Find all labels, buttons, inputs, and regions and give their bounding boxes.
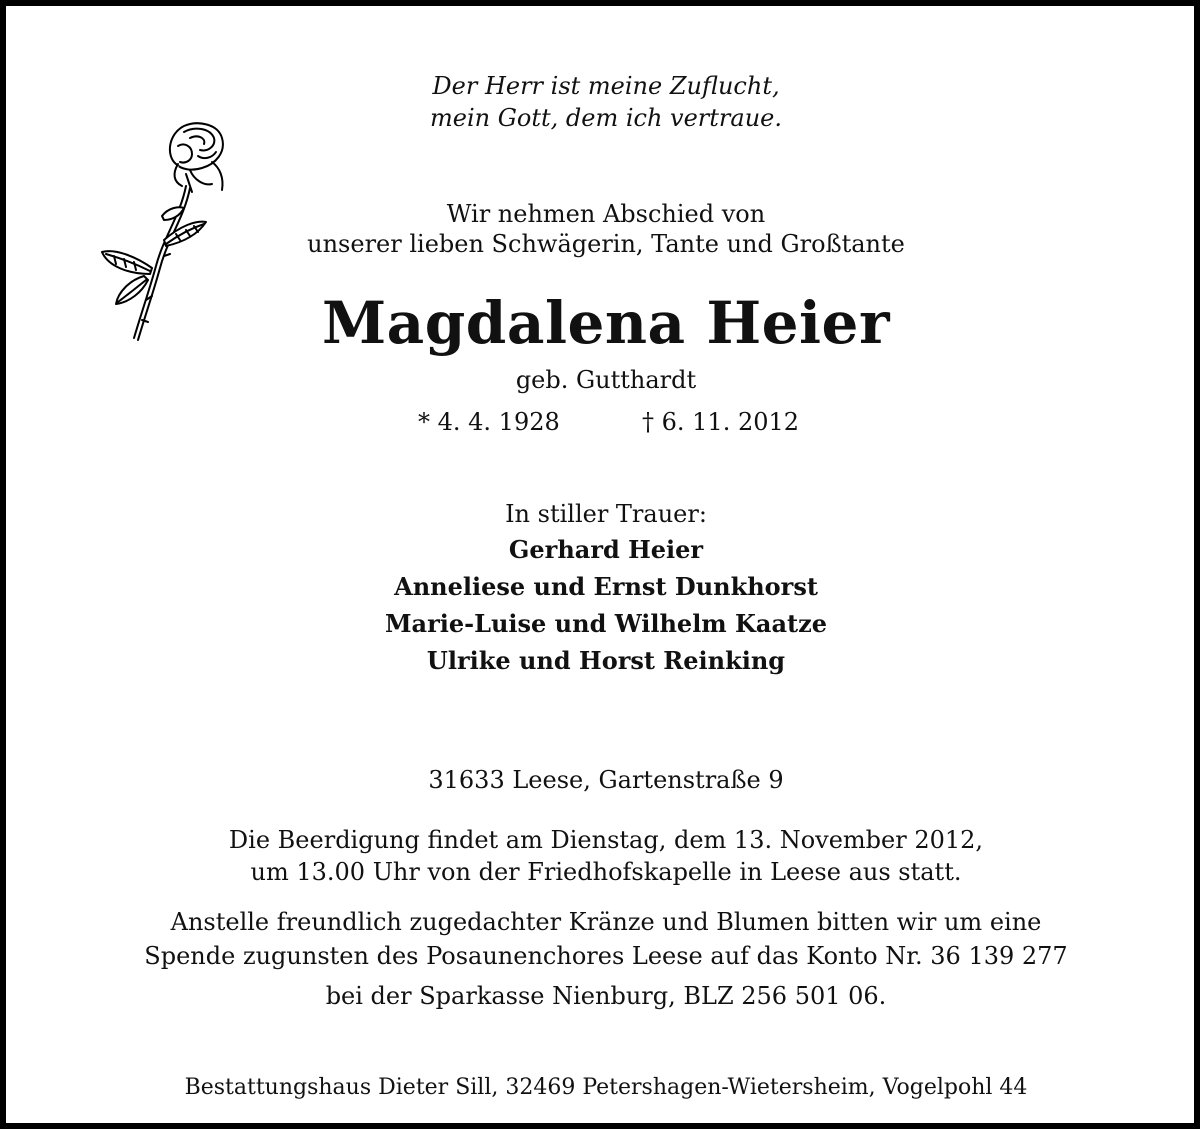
death-date: † 6. 11. 2012 [642, 408, 800, 436]
birth-date: * 4. 4. 1928 [418, 408, 560, 436]
funeral-line-2: um 13.00 Uhr von der Friedhofskapelle in Leese aus statt. [250, 858, 962, 886]
mourners-heading: In stiller Trauer: [505, 500, 707, 528]
mourner-name: Marie-Luise und Wilhelm Kaatze [384, 609, 828, 638]
maiden-name: geb. Gutthardt [515, 366, 697, 394]
mourner-name: Anneliese und Ernst Dunkhorst [394, 572, 818, 601]
mourner-name: Ulrike und Horst Reinking [426, 646, 786, 675]
intro-line-1: Wir nehmen Abschied von [446, 200, 766, 228]
verse-line-2: mein Gott, dem ich vertraue. [430, 104, 782, 132]
donation-line-3: bei der Sparkasse Nienburg, BLZ 256 501 06. [325, 982, 887, 1010]
donation-line-2: Spende zugunsten des Posaunenchores Leese auf das Konto Nr. 36 139 277 [144, 942, 1068, 970]
mourner-name: Gerhard Heier [508, 535, 704, 564]
family-address: 31633 Leese, Gartenstraße 9 [428, 766, 784, 794]
intro-line-2: unserer lieben Schwägerin, Tante und Großtante [307, 230, 905, 258]
verse-line-1: Der Herr ist meine Zuflucht, [432, 72, 780, 100]
undertaker: Bestattungshaus Dieter Sill, 32469 Petershagen-Wietersheim, Vogelpohl 44 [184, 1075, 1028, 1100]
funeral-line-1: Die Beerdigung findet am Dienstag, dem 13. November 2012, [228, 826, 984, 854]
donation-line-1: Anstelle freundlich zugedachter Kränze und Blumen bitten wir um eine [170, 908, 1042, 936]
deceased-name: Magdalena Heier [321, 289, 891, 357]
